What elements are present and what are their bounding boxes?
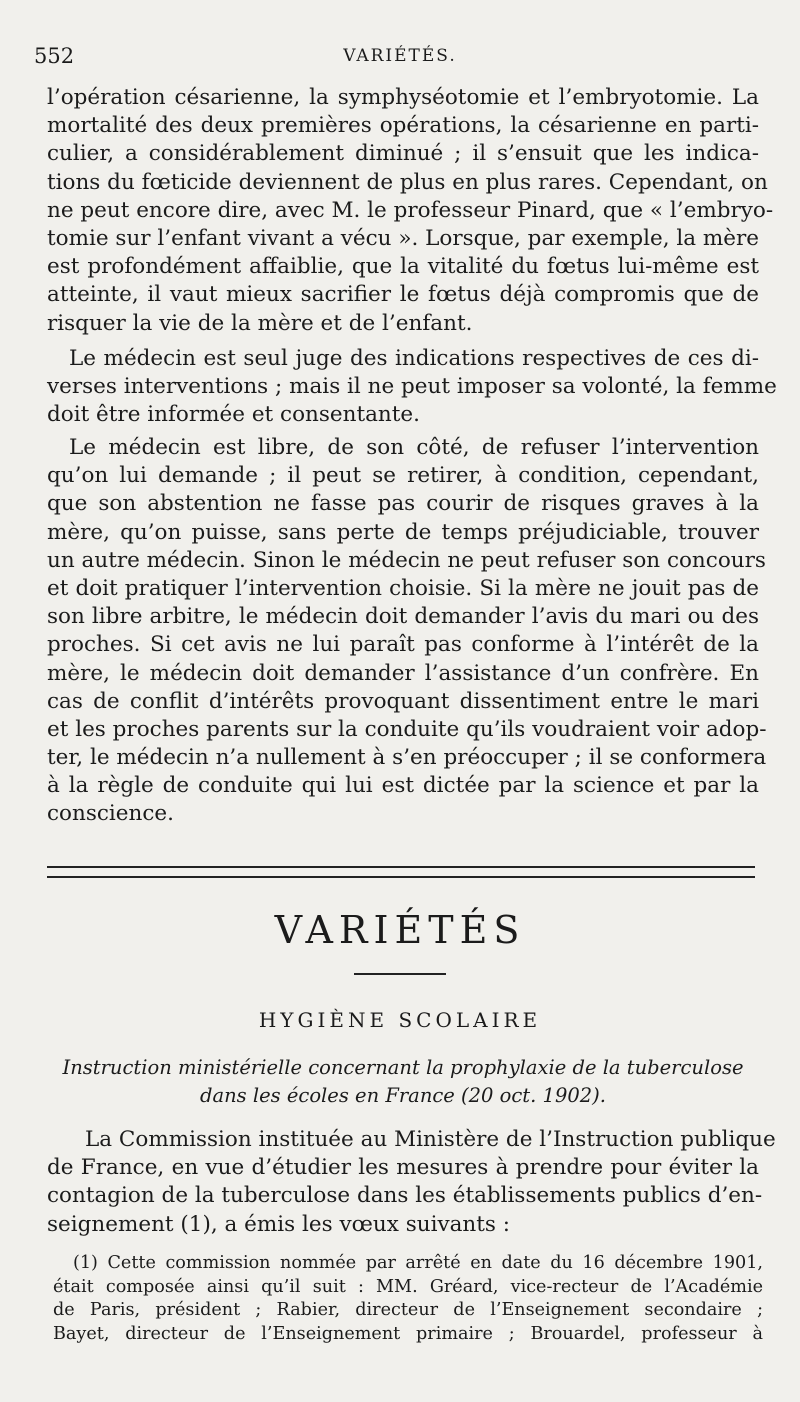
footnote-line: (1) Cette commission nommée par arrêté en date du 16 décembre 1901, bbox=[73, 1253, 763, 1273]
paragraph-judge bbox=[47, 345, 777, 430]
text-line: et les proches parents sur la conduite qu’ils voudraient voir adop- bbox=[47, 716, 767, 742]
text-line: est profondément affaiblie, que la vitalité du fœtus lui-même est bbox=[47, 254, 759, 280]
page-number: 552 bbox=[34, 44, 75, 68]
doc-title-line: Instruction ministérielle concernant la prophylaxie de la tuberculose bbox=[62, 1056, 744, 1079]
paragraph-commission bbox=[47, 1126, 776, 1239]
title-rule bbox=[354, 973, 446, 975]
running-title: VARIÉTÉS. bbox=[343, 46, 457, 66]
footnote-line: de Paris, président ; Rabier, directeur de l’Enseignement secondaire ; bbox=[53, 1300, 763, 1320]
text-line: mère, le médecin doit demander l’assistance d’un confrère. En bbox=[47, 660, 759, 686]
running-head bbox=[0, 44, 800, 74]
subsection-title: HYGIÈNE SCOLAIRE bbox=[258, 1008, 542, 1032]
text-line: culier, a considérablement diminué ; il s’ensuit que les indica- bbox=[47, 141, 759, 167]
section-title: VARIÉTÉS bbox=[274, 908, 526, 952]
text-line: tions du fœticide deviennent de plus en plus rares. Cependant, on bbox=[47, 169, 768, 195]
paragraph-continued bbox=[47, 84, 774, 338]
text-line: ne peut encore dire, avec M. le professeur Pinard, que « l’embryo- bbox=[47, 197, 774, 223]
paragraph-refuse bbox=[47, 434, 767, 829]
text-line: un autre médecin. Sinon le médecin ne peut refuser son concours bbox=[47, 547, 766, 573]
text-line: atteinte, il vaut mieux sacrifier le fœtus déjà compromis que de bbox=[47, 282, 759, 308]
footnote-line: Bayet, directeur de l’Enseignement primaire ; Brouardel, professeur à bbox=[53, 1323, 763, 1344]
double-rule bbox=[47, 866, 755, 878]
text-line: proches. Si cet avis ne lui paraît pas conforme à l’intérêt de la bbox=[47, 632, 759, 658]
text-line: qu’on lui demande ; il peut se retirer, à condition, cependant, bbox=[47, 463, 759, 489]
text-line: verses interventions ; mais il ne peut imposer sa volonté, la femme bbox=[47, 374, 777, 400]
text-line: risquer la vie de la mère et de l’enfant. bbox=[47, 310, 473, 336]
text-line: mortalité des deux premières opérations, la césarienne en parti- bbox=[47, 113, 759, 139]
text-line: seignement (1), a émis les vœux suivants : bbox=[47, 1211, 511, 1237]
text-line: La Commission instituée au Ministère de l’Instruction publique bbox=[85, 1127, 776, 1152]
doc-title-line: dans les écoles en France (20 oct. 1902). bbox=[200, 1084, 606, 1108]
text-line: l’opération césarienne, la symphyséotomie et l’embryotomie. La bbox=[47, 85, 759, 110]
text-line: mère, qu’on puisse, sans perte de temps préjudiciable, trouver bbox=[47, 519, 759, 545]
text-line: que son abstention ne fasse pas courir de risques graves à la bbox=[47, 491, 759, 517]
text-line: contagion de la tuberculose dans les établissements publics d’en- bbox=[47, 1183, 763, 1209]
text-line: cas de conflit d’intérêts provoquant dissentiment entre le mari bbox=[47, 688, 759, 714]
text-line: de France, en vue d’étudier les mesures à prendre pour éviter la bbox=[47, 1155, 759, 1181]
text-line: doit être informée et consentante. bbox=[47, 402, 420, 428]
text-line: tomie sur l’enfant vivant a vécu ». Lorsque, par exemple, la mère bbox=[47, 225, 760, 251]
text-line: Le médecin est seul juge des indications respectives de ces di- bbox=[69, 346, 759, 371]
text-line: son libre arbitre, le médecin doit demander l’avis du mari ou des bbox=[47, 604, 759, 630]
text-line: conscience. bbox=[47, 801, 174, 827]
footnote bbox=[53, 1252, 763, 1346]
document-title bbox=[47, 1054, 759, 1110]
text-line: et doit pratiquer l’intervention choisie. Si la mère ne jouit pas de bbox=[47, 575, 759, 601]
text-line: Le médecin est libre, de son côté, de refuser l’intervention bbox=[69, 435, 759, 460]
footnote-line: était composée ainsi qu’il suit : MM. Gréard, vice-recteur de l’Académie bbox=[53, 1276, 763, 1297]
text-line: ter, le médecin n’a nullement à s’en préoccuper ; il se conformera bbox=[47, 745, 767, 771]
text-line: à la règle de conduite qui lui est dictée par la science et par la bbox=[47, 773, 759, 799]
